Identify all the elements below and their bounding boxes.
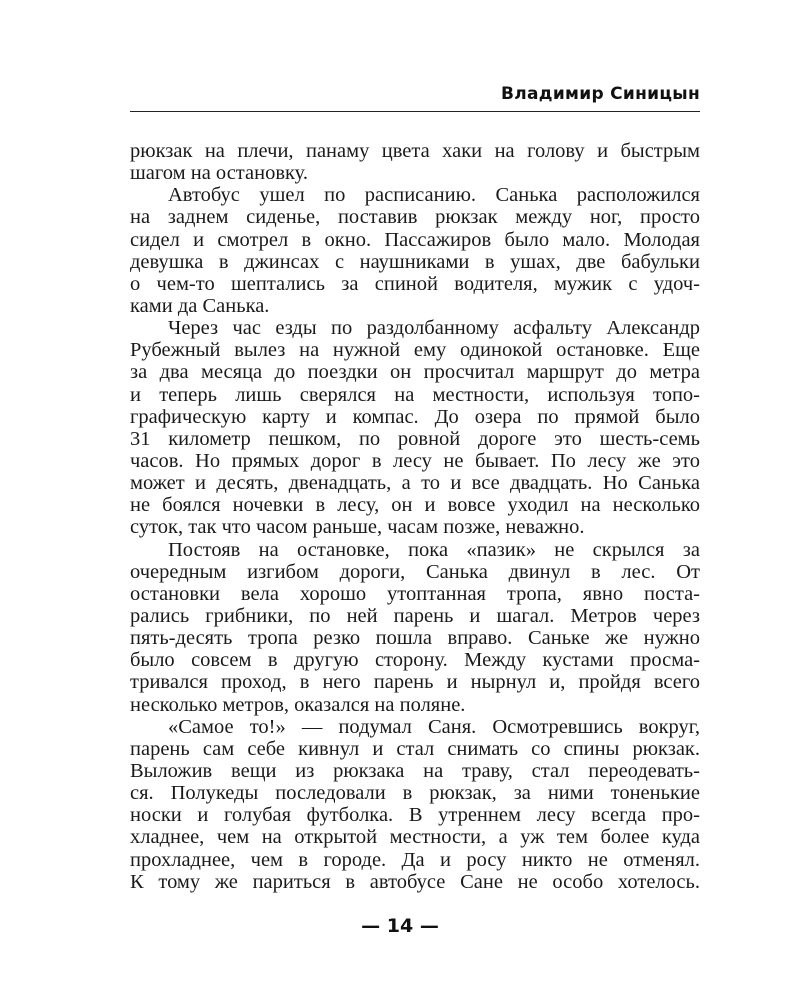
text-line: прохладнее, чем в городе. Да и росу никто не отменял. bbox=[130, 848, 700, 871]
text-line: парень сам себе кивнул и стал снимать со спины рюкзак. bbox=[130, 737, 700, 760]
text-line: Выложив вещи из рюкзака на траву, стал переодевать- bbox=[130, 759, 700, 782]
text-line: «Самое то!» — подумал Саня. Осмотревшись вокруг, bbox=[168, 715, 700, 738]
text-line: несколько метров, оказался на поляне. bbox=[130, 693, 466, 716]
text-line: не боялся ночевки в лесу, он и вовсе уходил на несколько bbox=[130, 494, 700, 517]
text-line: К тому же париться в автобусе Сане не особо хотелось. bbox=[130, 870, 700, 893]
text-line: Через час езды по раздолбанному асфальту Александр bbox=[168, 317, 700, 340]
text-line: на заднем сиденье, поставив рюкзак между ног, просто bbox=[130, 206, 700, 229]
text-line: тривался проход, в него парень и нырнул и, пройдя всего bbox=[130, 671, 700, 694]
text-line: рюкзак на плечи, панаму цвета хаки на голову и быстрым bbox=[130, 140, 700, 162]
text-line: сидел и смотрел в окно. Пассажиров было мало. Молодая bbox=[130, 228, 700, 251]
running-header-author: Владимир Синицын bbox=[501, 84, 700, 104]
text-line: девушка в джинсах с наушниками в ушах, две бабульки bbox=[130, 250, 700, 273]
text-line: может и десять, двенадцать, а то и все двадцать. Но Санька bbox=[130, 472, 700, 495]
text-line: было совсем в другую сторону. Между кустами просма- bbox=[130, 649, 700, 672]
text-line: 31 километр пешком, по ровной дороге это шесть-семь bbox=[130, 427, 700, 450]
text-line: суток, так что часом раньше, часам позже, неважно. bbox=[130, 516, 585, 539]
text-line: ся. Полукеды последовали в рюкзак, за ними тоненькие bbox=[130, 782, 700, 805]
body-text bbox=[130, 140, 700, 893]
text-line: рались грибники, по ней парень и шагал. Метров через bbox=[130, 604, 700, 627]
text-line: хладнее, чем на открытой местности, а уж тем более куда bbox=[130, 826, 700, 849]
text-line: ками да Санька. bbox=[130, 294, 270, 317]
text-line: остановки вела хорошо утоптанная тропа, явно поста- bbox=[130, 582, 700, 605]
text-line: пять-десять тропа резко пошла вправо. Саньке же нужно bbox=[130, 627, 700, 650]
text-line: о чем-то шептались за спиной водителя, мужик с удоч- bbox=[130, 272, 700, 295]
text-line: Рубежный вылез на нужной ему одинокой остановке. Еще bbox=[130, 339, 700, 362]
text-line: за два месяца до поездки он просчитал маршрут до метра bbox=[130, 361, 700, 384]
header-rule bbox=[130, 111, 700, 112]
text-line: графическую карту и компас. До озера по прямой было bbox=[130, 405, 700, 428]
text-line: носки и голубая футболка. В утреннем лесу всегда про- bbox=[130, 804, 700, 827]
text-line: часов. Но прямых дорог в лесу не бывает. По лесу же это bbox=[130, 449, 700, 472]
text-line: очередным изгибом дороги, Санька двинул в лес. От bbox=[130, 560, 700, 583]
text-line: Постояв на остановке, пока «пазик» не скрылся за bbox=[168, 538, 700, 561]
text-line: и теперь лишь сверялся на местности, используя топо- bbox=[130, 383, 700, 406]
text-line: шагом на остановку. bbox=[130, 162, 308, 185]
text-line: Автобус ушел по расписанию. Санька расположился bbox=[168, 184, 700, 207]
page-number: — 14 — bbox=[361, 915, 439, 937]
